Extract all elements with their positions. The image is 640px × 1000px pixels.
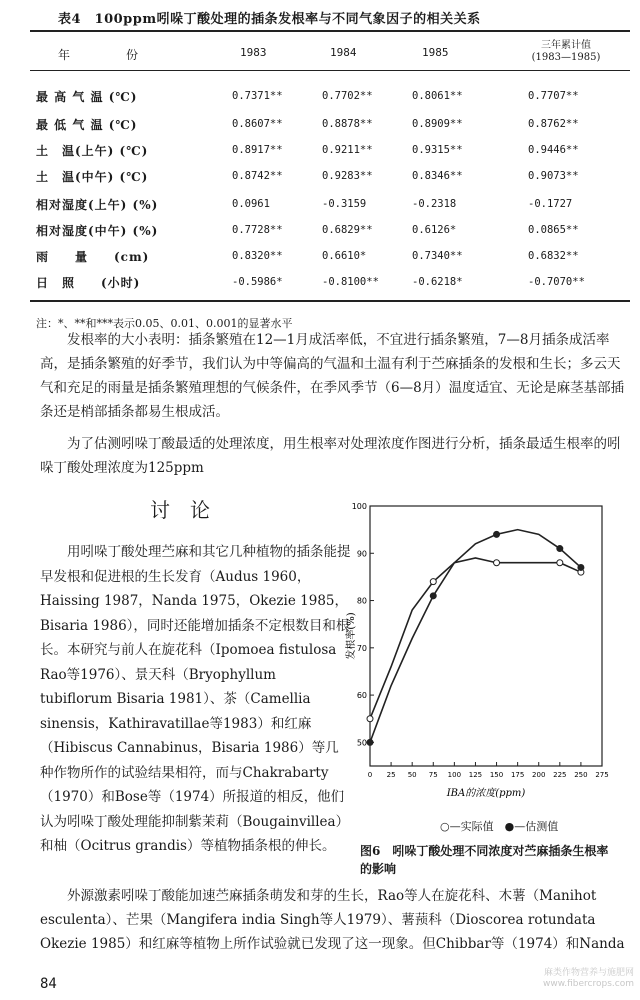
figure-caption: 图6 吲哚丁酸处理不同浓度对苎麻插条生根率的影响: [360, 844, 609, 876]
row-value-1983: 0.8917**: [232, 144, 283, 156]
x-tick-label: 175: [510, 771, 525, 779]
x-tick-label: 100: [447, 771, 462, 779]
y-tick-label: 90: [356, 549, 367, 559]
table-row: [0, 222, 640, 248]
row-value-1984: 0.9211**: [322, 144, 373, 156]
row-value-cumulative: 0.0865**: [528, 224, 579, 236]
series-line-estimated: [370, 530, 581, 743]
actual-point: [430, 579, 436, 585]
row-value-1985: 0.8346**: [412, 170, 463, 182]
row-value-cumulative: 0.9073**: [528, 170, 579, 182]
row-value-cumulative: 0.8762**: [528, 118, 579, 130]
table-row: [0, 168, 640, 194]
y-axis-label: 发根率(%): [346, 612, 357, 660]
row-value-1983: 0.8607**: [232, 118, 283, 130]
row-value-1983: 0.7371**: [232, 90, 283, 102]
body-paragraph-2: 为了估测吲哚丁酸最适的处理浓度，用生根率对处理浓度作图进行分析，插条最适生根率的吲哚丁酸处理浓度为125ppm: [40, 436, 621, 476]
row-value-1984: 0.6829**: [322, 224, 373, 236]
row-value-1985: -0.6218*: [412, 276, 463, 288]
row-value-cumulative: 0.6832**: [528, 250, 579, 262]
row-value-1983: 0.0961: [232, 198, 270, 210]
x-axis-ticks: [368, 762, 609, 779]
table-row: [0, 116, 640, 142]
row-value-cumulative: -0.7070**: [528, 276, 585, 288]
table-header-year-1983: 1983: [240, 46, 267, 59]
x-axis-label: IBA的浓度(ppm): [446, 788, 526, 799]
figure-legend: ○—实际值 ●—估测值: [440, 820, 559, 833]
row-label: 最 低 气 温 (℃): [36, 118, 138, 132]
body-paragraph-1: 发根率的大小表明：插条繁殖在12—1月成活率低，不宜进行插条繁殖，7—8月插条成活率高，是插条繁殖的好季节，我们认为中等偏高的气温和土温有利于苎麻插条的发根和生长；多云天气和充足的雨量是插条繁殖理想的气候条件，在季风季节（6—8月）温度适宜、无论是麻茎基部插条还是梢部插条都易生根成活。: [40, 332, 625, 420]
row-value-1985: 0.7340**: [412, 250, 463, 262]
x-tick-label: 50: [407, 771, 417, 779]
x-tick-label: 200: [532, 771, 546, 779]
row-value-1985: 0.8061**: [412, 90, 463, 102]
row-value-1985: 0.8909**: [412, 118, 463, 130]
discussion-paragraph-1: 用吲哚丁酸处理苎麻和其它几种植物的插条能提早发根和促进根的生长发育（Audus 1960，Haissing 1987，Nanda 1975，Okezie 1985，Bisaria 1986），同时还能增加插条不定根数目和根长。本研究与前人在旋花科（Ipomoea fistulosa Rao等1976）、景天科（Bryophyllum tubiflorum Bisaria 1981）、茶（Camellia sinensis，Kathiravatillae等1983）和红麻（Hibiscus Cannabinus，Bisaria 1986）等几种作物所作的试验结果相符，而与Chakrabarty（1970）和Bose等（1974）所报道的相反，他们认为吲哚丁酸处理能抑制紫茉莉（Bougainvillea）和柚（Ocitrus grandis）等植物插条根的伸长。: [40, 544, 351, 854]
row-value-1984: 0.8878**: [322, 118, 373, 130]
estimated-point: [578, 564, 584, 570]
row-value-1983: 0.8320**: [232, 250, 283, 262]
table-note: 注：*、**和***表示0.05、0.01、0.001的显著水平: [36, 317, 293, 330]
estimated-point: [367, 739, 373, 745]
y-tick-label: 70: [356, 643, 367, 653]
table-header-year-label: 年 份: [58, 48, 161, 62]
row-value-1985: 0.6126*: [412, 224, 457, 236]
row-label: 相对湿度(上午) (%): [36, 198, 159, 212]
table-header-year-1984: 1984: [330, 46, 357, 59]
discussion-paragraph-2: 外源激素吲哚丁酸能加速苎麻插条萌发和芽的生长，Rao等人在旋花科、木薯（Manihot esculenta）、芒果（Mangifera india Singh等人1979）、薯蓣科（Dioscorea rotundata Okezie 1985）和红麻等植物上所作试验就已发现了这一现象。但Chibbar等（1974）和Nanda: [40, 888, 625, 952]
watermark: 麻类作物营养与施肥网 www.fibercrops.com: [543, 968, 634, 989]
figure-6: [340, 496, 620, 876]
row-value-1984: 0.9283**: [322, 170, 373, 182]
x-tick-label: 25: [386, 771, 396, 779]
row-label: 相对湿度(中午) (%): [36, 224, 159, 238]
x-tick-label: 0: [367, 771, 373, 779]
actual-point: [494, 560, 500, 566]
row-value-cumulative: 0.7707**: [528, 90, 579, 102]
series-lines: [370, 530, 581, 743]
x-tick-label: 75: [428, 771, 438, 779]
table-title: 表4 100ppm吲哚丁酸处理的插条发根率与不同气象因子的相关关系: [58, 12, 481, 27]
row-value-1985: -0.2318: [412, 198, 457, 210]
table-bottom-rule: [30, 300, 630, 302]
x-tick-label: 250: [574, 771, 588, 779]
row-value-1983: 0.8742**: [232, 170, 283, 182]
row-value-1983: -0.5986*: [232, 276, 283, 288]
table-row: [0, 88, 640, 114]
estimated-point: [430, 593, 436, 599]
x-tick-label: 125: [468, 771, 483, 779]
row-label: 日 照 (小时): [36, 276, 141, 290]
table-header-cumulative: [516, 40, 616, 64]
row-label: 最 高 气 温 (℃): [36, 90, 138, 104]
section-title-discussion: 讨论: [150, 498, 230, 522]
y-tick-label: 80: [356, 596, 367, 606]
table-top-rule: [30, 30, 630, 32]
table-header-cumulative-line2: (1983—1985): [531, 52, 601, 63]
estimated-point: [557, 546, 563, 552]
table-row: [0, 196, 640, 222]
row-label: 土 温(中午) (℃): [36, 170, 149, 184]
actual-point: [557, 560, 563, 566]
row-label: 土 温(上午) (℃): [36, 144, 149, 158]
row-value-cumulative: -0.1727: [528, 198, 573, 210]
x-tick-label: 150: [489, 771, 504, 779]
table-row: [0, 274, 640, 300]
actual-point: [367, 716, 373, 722]
row-value-1984: -0.3159: [322, 198, 367, 210]
row-value-1985: 0.9315**: [412, 144, 463, 156]
table-header-year-1985: 1985: [422, 46, 449, 59]
row-value-1984: 0.7702**: [322, 90, 373, 102]
estimated-point: [494, 531, 500, 537]
x-tick-label: 225: [553, 771, 567, 779]
y-tick-label: 100: [351, 502, 367, 511]
y-tick-label: 50: [356, 738, 367, 748]
x-tick-label: 275: [595, 771, 609, 779]
row-value-1983: 0.7728**: [232, 224, 283, 236]
row-label: 雨 量 (cm): [36, 250, 150, 264]
table-row: [0, 142, 640, 168]
page-number: 84: [40, 976, 57, 992]
y-tick-label: 60: [356, 691, 367, 701]
row-value-cumulative: 0.9446**: [528, 144, 579, 156]
row-value-1984: 0.6610*: [322, 250, 367, 262]
figure-6-chart: [340, 496, 620, 816]
row-value-1984: -0.8100**: [322, 276, 379, 288]
series-line-actual: [370, 558, 581, 719]
table-row: [0, 248, 640, 274]
table-header-rule: [30, 70, 630, 71]
table-header-cumulative-line1: 三年累计值: [541, 40, 591, 51]
plot-frame: [370, 506, 602, 766]
